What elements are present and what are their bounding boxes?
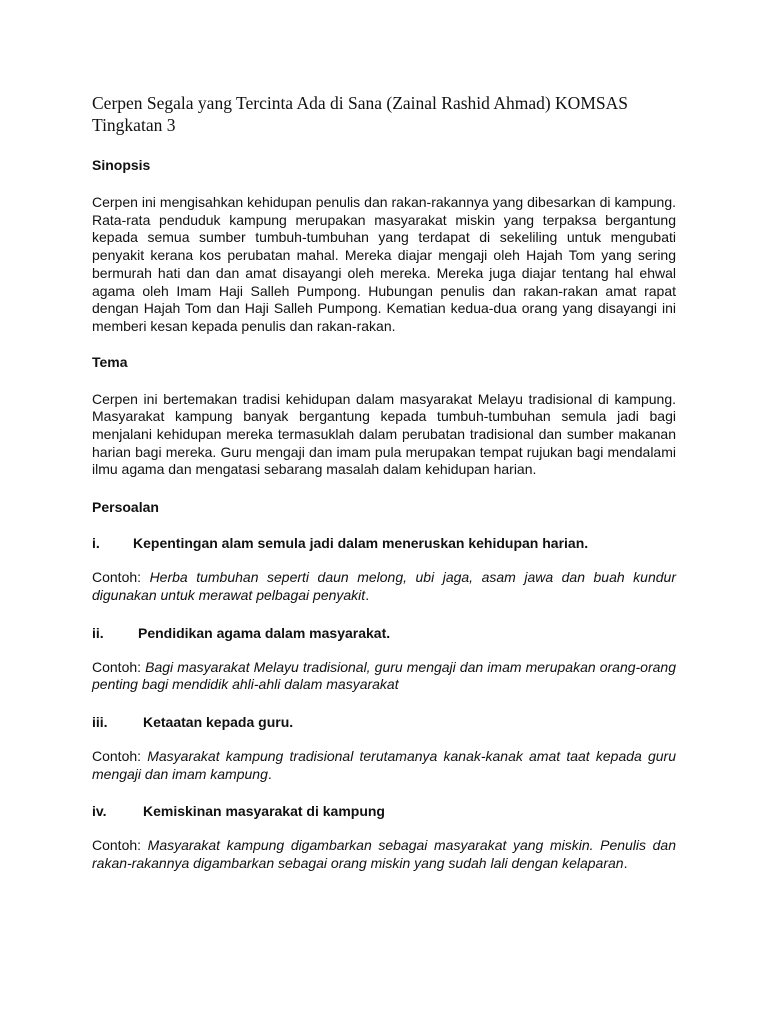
- example-label: Contoh:: [92, 747, 148, 764]
- example-paragraph: [92, 748, 676, 783]
- persoalan-item-4: [92, 802, 676, 820]
- example-end: .: [365, 586, 370, 603]
- item-title: Kemiskinan masyarakat di kampung: [143, 803, 385, 820]
- item-title: Ketaatan kepada guru.: [143, 713, 294, 730]
- item-title: Pendidikan agama dalam masyarakat.: [138, 624, 391, 641]
- example-label: Contoh:: [92, 837, 148, 854]
- example-text: Masyarakat kampung tradisional terutamanya kanak-kanak amat taat kepada guru mengaji dan imam kampung: [92, 747, 676, 782]
- item-number: iii.: [92, 713, 108, 730]
- document-page: [92, 92, 676, 873]
- item-title: Kepentingan alam semula jadi dalam meneruskan kehidupan harian.: [133, 535, 589, 552]
- sinopsis-heading: Sinopsis: [92, 157, 151, 173]
- example-end: .: [623, 855, 628, 872]
- tema-heading: Tema: [92, 353, 128, 370]
- document-title: Cerpen Segala yang Tercinta Ada di Sana (Zainal Rashid Ahmad) KOMSAS Tingkatan 3: [92, 93, 628, 135]
- example-text: Masyarakat kampung digambarkan sebagai masyarakat yang miskin. Penulis dan rakan-rakannya digambarkan sebagai orang miskin yang sudah lali dengan kelaparan: [92, 837, 676, 872]
- example-label: Contoh:: [92, 569, 150, 586]
- example-paragraph: [92, 837, 676, 872]
- example-text: Bagi masyarakat Melayu tradisional, guru mengaji dan imam merupakan orang-orang penting bagi mendidik ahli-ahli dalam masyarakat: [92, 658, 676, 693]
- persoalan-heading: Persoalan: [92, 499, 159, 516]
- tema-paragraph: Cerpen ini bertemakan tradisi kehidupan dalam masyarakat Melayu tradisional di kampung. Masyarakat kampung banyak bergantung kepada tumbuh-tumbuhan semula jadi bagi menjalani kehidupan mereka termasuklah dalam perubatan tradisional dan sumber makanan harian bagi mereka. Guru mengaji dan imam pula merupakan tempat rujukan bagi mendalami ilmu agama dan mengatasi sebarang masalah dalam kehidupan harian.: [92, 390, 676, 478]
- item-number: ii.: [92, 624, 104, 641]
- persoalan-item-1: [92, 534, 676, 552]
- persoalan-item-3: [92, 713, 676, 731]
- item-number: iv.: [92, 803, 107, 820]
- example-paragraph: [92, 659, 676, 694]
- example-text: Herba tumbuhan seperti daun melong, ubi jaga, asam jawa dan buah kundur digunakan untuk merawat pelbagai penyakit: [92, 569, 676, 603]
- example-label: Contoh:: [92, 658, 146, 675]
- sinopsis-paragraph: Cerpen ini mengisahkan kehidupan penulis dan rakan-rakannya yang dibesarkan di kampung. Rata-rata penduduk kampung merupakan masyarakat miskin yang terpaksa bergantung kepada semua sumber tumbuh-tumbuhan yang terdapat di sekeliling untuk mengubati penyakit kerana kos perubatan mahal. Mereka diajar mengaji oleh Hajah Tom yang sering bermurah hati dan dan amat disayangi oleh mereka. Mereka juga diajar tentang hal ehwal agama oleh Imam Haji Salleh Pumpong. Hubungan penulis dan rakan-rakan amat rapat dengan Hajah Tom dan Haji Salleh Pumpong. Kematian kedua-dua orang yang disayangi ini memberi kesan kepada penulis dan rakan-rakan.: [92, 194, 676, 334]
- example-paragraph: [92, 569, 676, 604]
- example-end: .: [267, 765, 272, 782]
- item-number: i.: [92, 535, 100, 552]
- persoalan-item-2: [92, 624, 676, 642]
